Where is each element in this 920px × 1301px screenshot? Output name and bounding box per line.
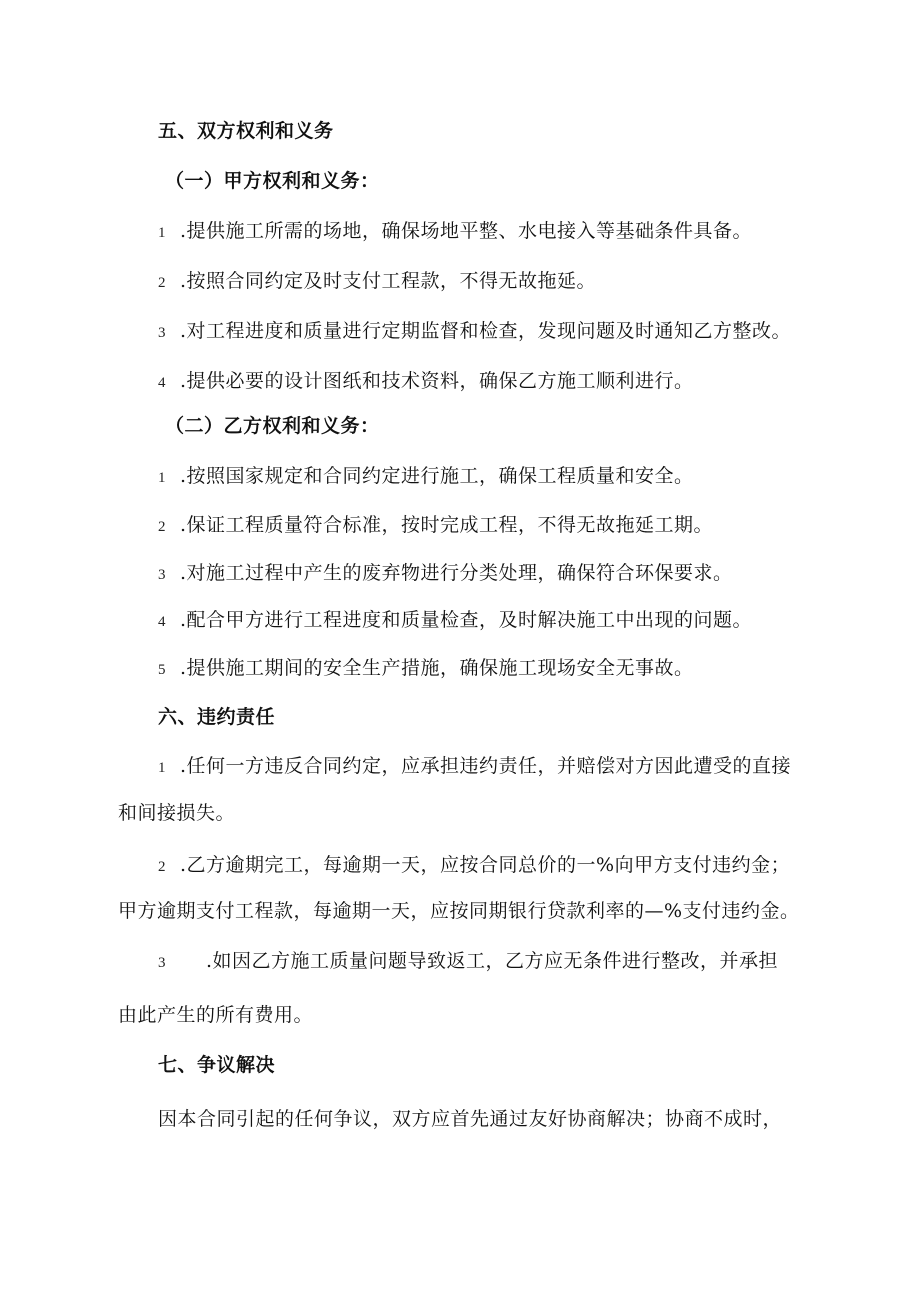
party-b-item-5 xyxy=(158,655,694,683)
dispute-paragraph: 因本合同引起的任何争议，双方应首先通过友好协商解决；协商不成时， xyxy=(158,1108,783,1130)
liability-item-1-line-1 xyxy=(158,753,791,781)
party-a-item-1 xyxy=(158,218,752,246)
party-a-item-2 xyxy=(158,268,596,296)
item-text: .配合甲方进行工程进度和质量检查，及时解决施工中出现的问题。 xyxy=(180,609,753,631)
item-text: .对施工过程中产生的废弃物进行分类处理，确保符合环保要求。 xyxy=(180,562,733,584)
item-text: .保证工程质量符合标准，按时完成工程，不得无故拖延工期。 xyxy=(180,514,714,536)
liability-item-2-line-1 xyxy=(158,852,790,880)
section-7-heading: 七、争议解决 xyxy=(158,1054,276,1076)
item-number: 3 xyxy=(158,567,166,583)
party-a-item-3 xyxy=(158,318,791,346)
item-number: 3 xyxy=(158,325,166,341)
item-text: .按照合同约定及时支付工程款，不得无故拖延。 xyxy=(180,270,597,292)
item-number: 1 xyxy=(158,760,166,776)
item-number: 3 xyxy=(158,955,166,971)
liability-item-2-line-2: 甲方逾期支付工程款，每逾期一天，应按同期银行贷款利率的—%支付违约金。 xyxy=(118,900,800,922)
item-text: .对工程进度和质量进行定期监督和检查，发现问题及时通知乙方整改。 xyxy=(180,320,792,342)
item-text: .提供必要的设计图纸和技术资料，确保乙方施工顺利进行。 xyxy=(180,370,694,392)
party-b-item-4 xyxy=(158,607,752,635)
item-number: 4 xyxy=(158,614,166,630)
item-number: 4 xyxy=(158,375,166,391)
party-b-item-3 xyxy=(158,560,733,588)
item-number: 1 xyxy=(158,225,166,241)
item-text: .任何一方违反合同约定，应承担违约责任，并赔偿对方因此遭受的直接 xyxy=(180,755,792,777)
item-number: 2 xyxy=(158,859,166,875)
item-number: 2 xyxy=(158,519,166,535)
item-text: .提供施工期间的安全生产措施，确保施工现场安全无事故。 xyxy=(180,657,694,679)
item-text: .提供施工所需的场地，确保场地平整、水电接入等基础条件具备。 xyxy=(180,220,753,242)
liability-item-1-line-2: 和间接损失。 xyxy=(118,802,236,824)
party-b-heading: （二）乙方权利和义务： xyxy=(165,415,380,437)
section-5-heading: 五、双方权利和义务 xyxy=(158,120,334,142)
liability-item-3-line-1 xyxy=(158,948,778,976)
party-b-item-2 xyxy=(158,512,713,540)
party-a-item-4 xyxy=(158,368,694,396)
item-number: 1 xyxy=(158,470,166,486)
party-a-heading: （一）甲方权利和义务： xyxy=(165,170,380,192)
liability-item-3-line-2: 由此产生的所有费用。 xyxy=(118,1004,314,1026)
item-number: 5 xyxy=(158,662,166,678)
party-b-item-1 xyxy=(158,463,694,491)
section-6-heading: 六、违约责任 xyxy=(158,706,276,728)
item-text: .按照国家规定和合同约定进行施工，确保工程质量和安全。 xyxy=(180,465,694,487)
item-text: .乙方逾期完工，每逾期一天，应按合同总价的一%向甲方支付违约金； xyxy=(180,854,791,876)
item-number: 2 xyxy=(158,275,166,291)
item-text: .如因乙方施工质量问题导致返工，乙方应无条件进行整改，并承担 xyxy=(206,950,779,972)
